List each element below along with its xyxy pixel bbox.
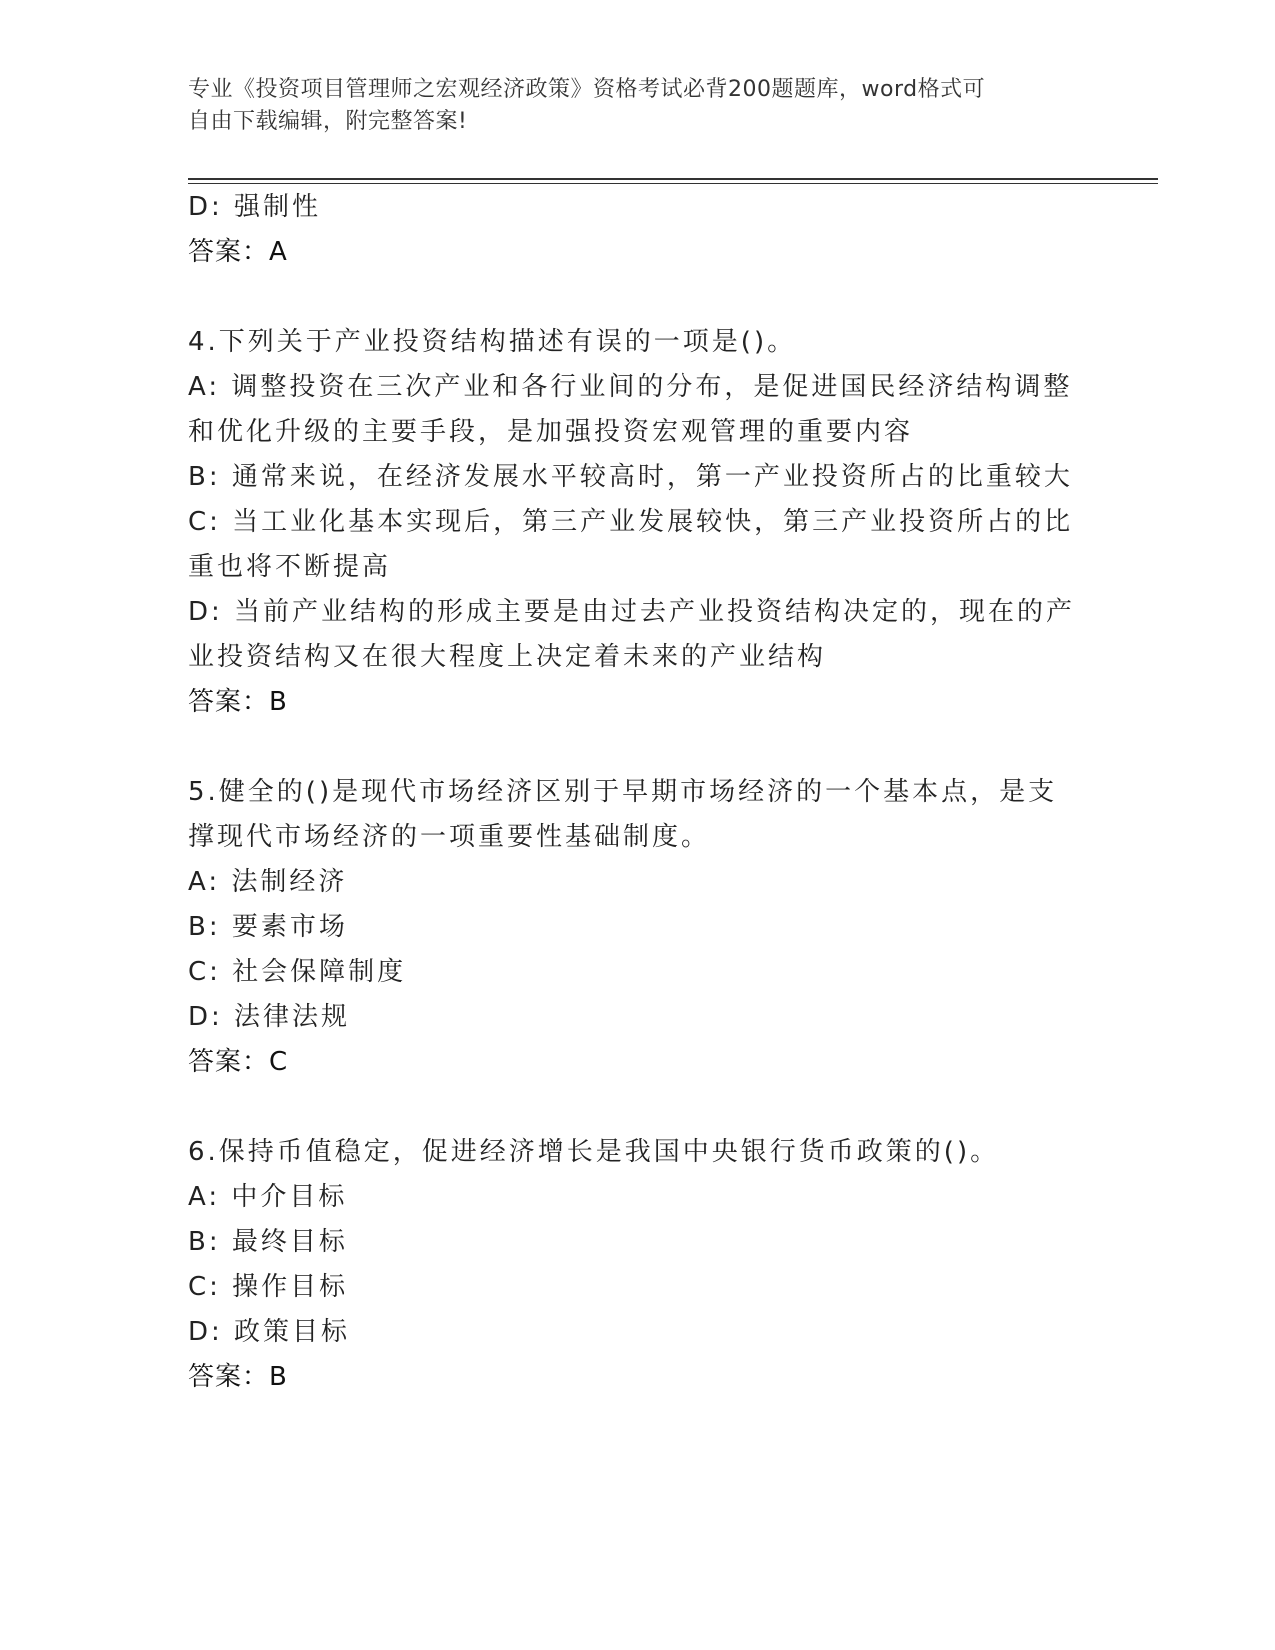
q6-answer: 答案：B: [188, 1362, 288, 1392]
q5-answer: 答案：C: [188, 1047, 289, 1077]
q5-option-c: C: 社会保障制度: [188, 957, 407, 987]
header-rule-thick: [188, 178, 1158, 180]
q5-option-d: D: 法律法规: [188, 1002, 351, 1032]
q4-option-d-line-1: D: 当前产业结构的形成主要是由过去产业投资结构决定的，现在的产: [188, 597, 1076, 627]
q4-option-b-line-1: B: 通常来说，在经济发展水平较高时，第一产业投资所占的比重较大: [188, 462, 1073, 492]
q5-stem-line-1: 5.健全的()是现代市场经济区别于早期市场经济的一个基本点，是支: [188, 777, 1058, 807]
q4-option-d-line-2: 业投资结构又在很大程度上决定着未来的产业结构: [188, 642, 827, 672]
q4-option-a-line-1: A: 调整投资在三次产业和各行业间的分布，是促进国民经济结构调整: [188, 372, 1073, 402]
q6-option-a: A: 中介目标: [188, 1182, 348, 1212]
q4-option-c-line-2: 重也将不断提高: [188, 552, 392, 582]
q5-option-b: B: 要素市场: [188, 912, 348, 942]
q5-stem-line-2: 撑现代市场经济的一项重要性基础制度。: [188, 822, 711, 852]
header-line-1: 专业《投资项目管理师之宏观经济政策》资格考试必背200题题库，word格式可: [188, 77, 986, 102]
prev-option-d: D: 强制性: [188, 192, 322, 222]
q4-option-a-line-2: 和优化升级的主要手段，是加强投资宏观管理的重要内容: [188, 417, 914, 447]
q6-option-c: C: 操作目标: [188, 1272, 349, 1302]
q4-answer: 答案：B: [188, 687, 288, 717]
prev-answer: 答案：A: [188, 237, 288, 267]
header-line-2: 自由下载编辑，附完整答案!: [188, 109, 468, 134]
document-header: [188, 74, 1068, 138]
q6-stem-line-1: 6.保持币值稳定，促进经济增长是我国中央银行货币政策的()。: [188, 1137, 1000, 1167]
q6-option-d: D: 政策目标: [188, 1317, 351, 1347]
q4-option-c-line-1: C: 当工业化基本实现后，第三产业发展较快，第三产业投资所占的比: [188, 507, 1074, 537]
q5-option-a: A: 法制经济: [188, 867, 348, 897]
q4-stem-line-1: 4.下列关于产业投资结构描述有误的一项是()。: [188, 327, 797, 357]
q6-option-b: B: 最终目标: [188, 1227, 348, 1257]
header-rule-thin: [188, 183, 1158, 184]
